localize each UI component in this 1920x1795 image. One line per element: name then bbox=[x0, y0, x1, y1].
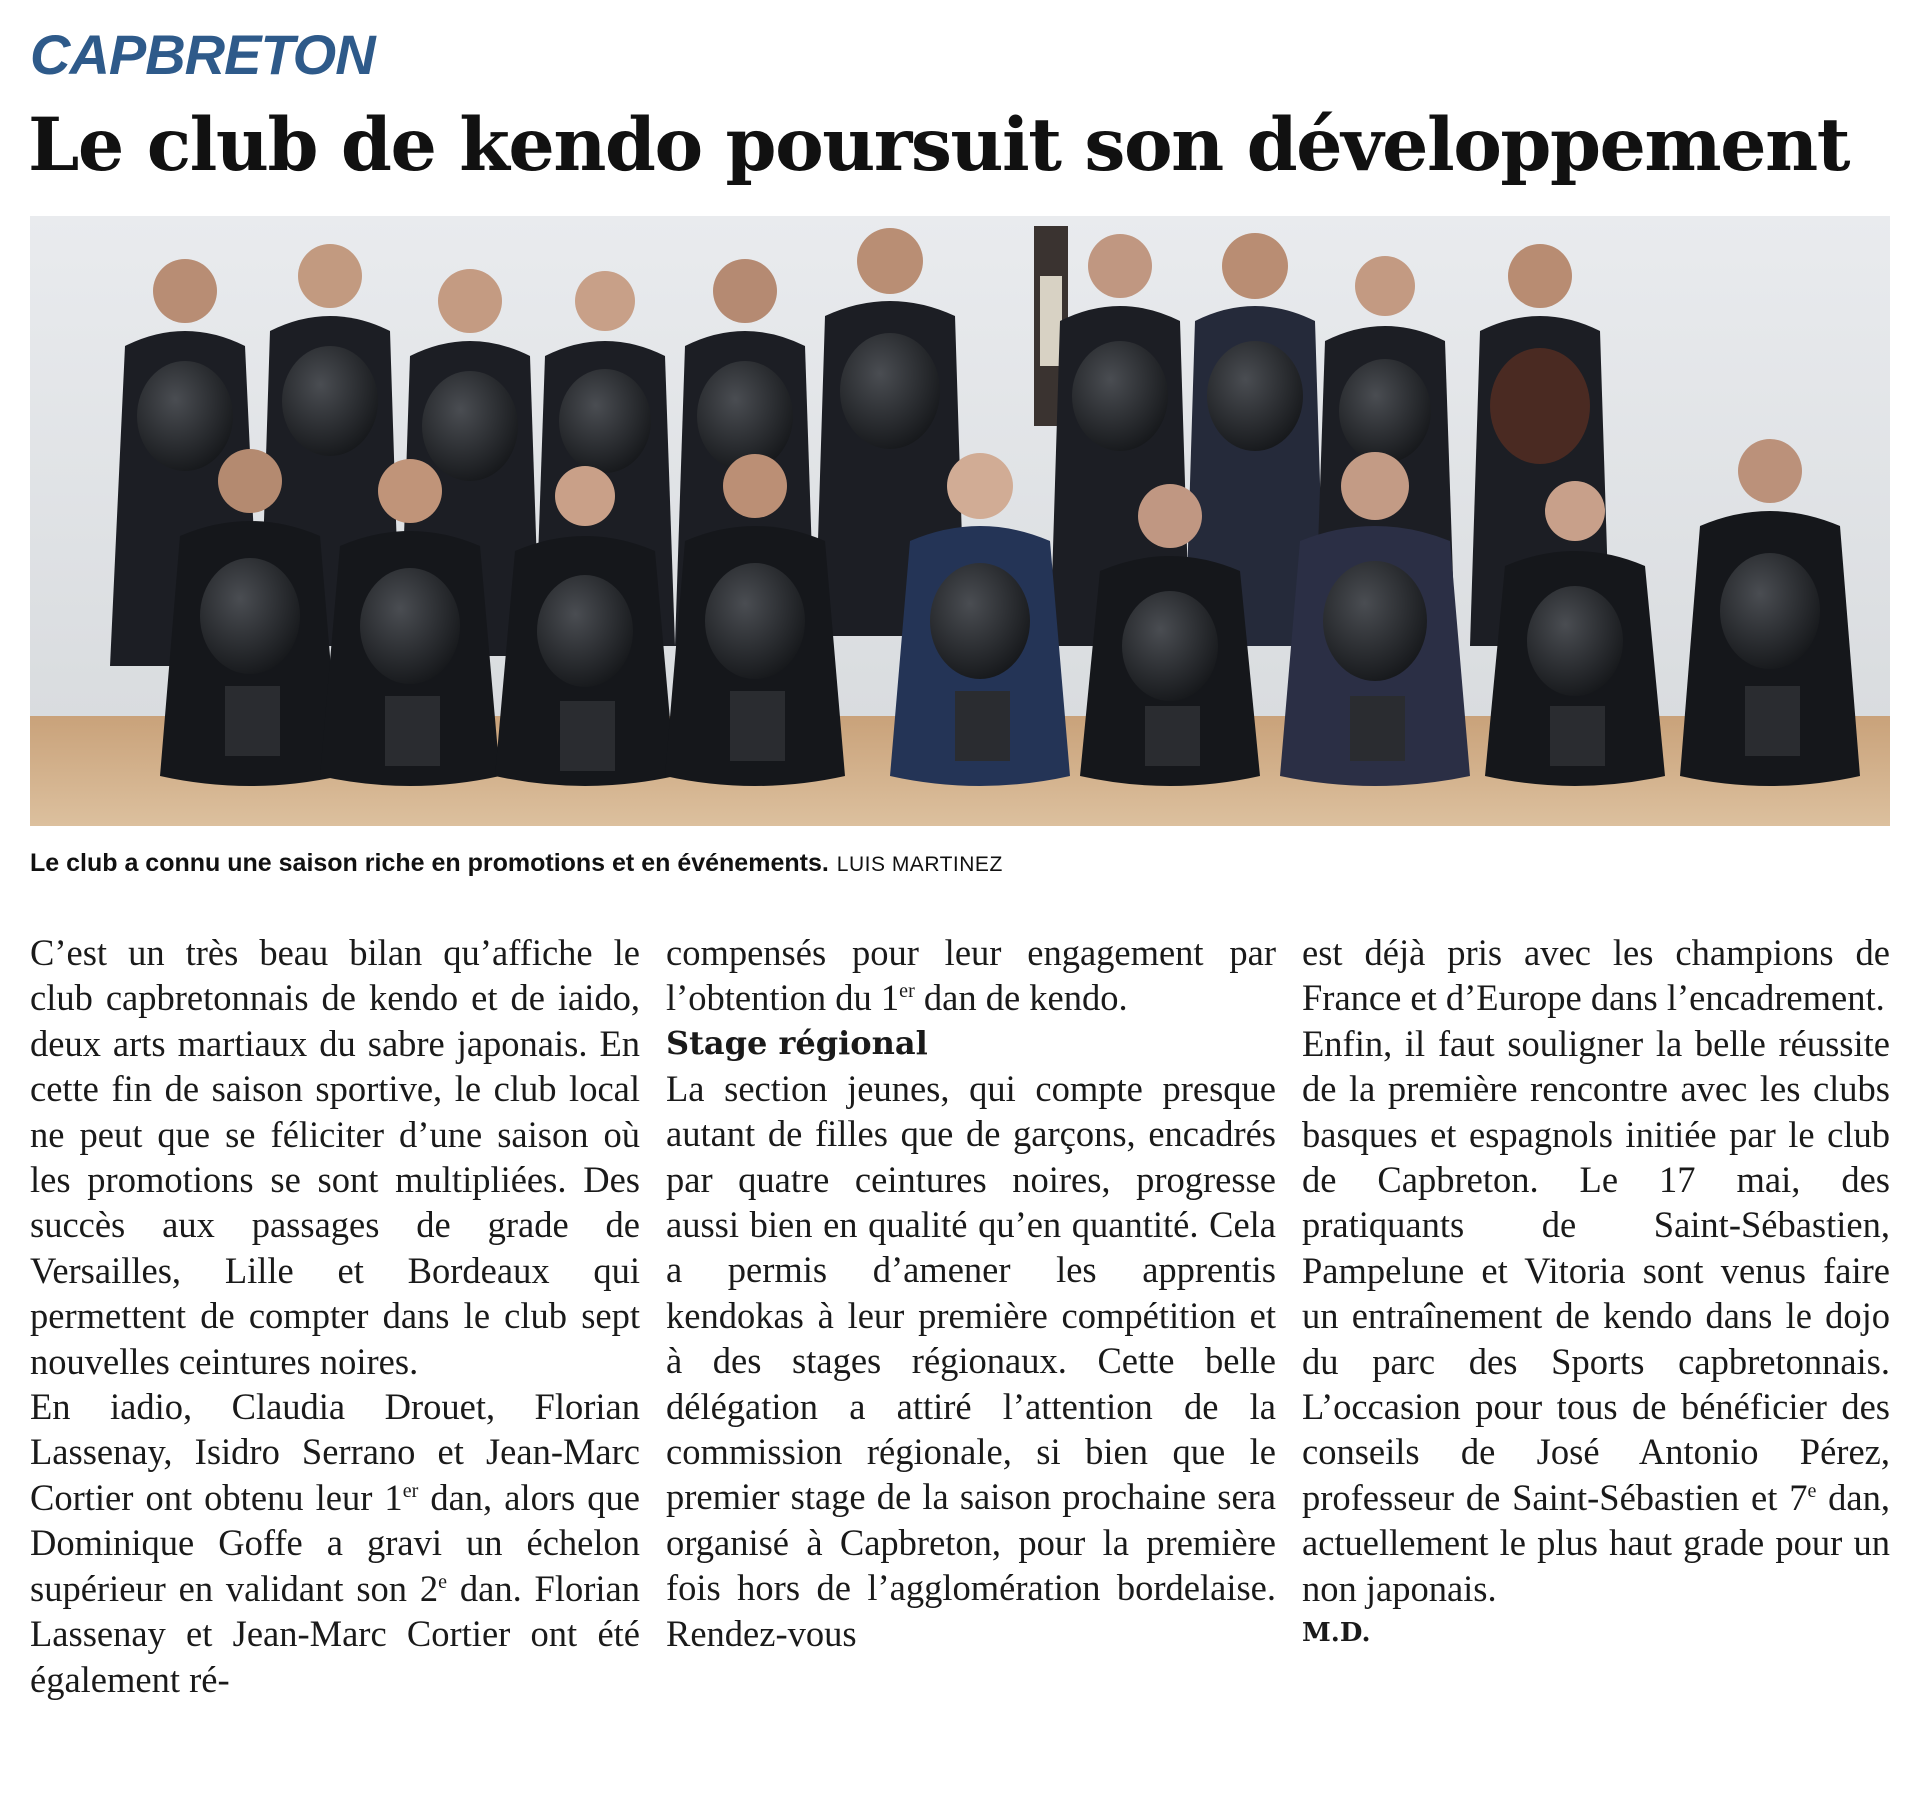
paragraph: C’est un très beau bilan qu’affiche le club capbretonnais de kendo et de iaido, deux arts martiaux du sabre japonais. En cette fin de saison sportive, le club local ne peut que se féliciter d’une saison où les promotions se sont multipliées. Des succès aux passages de grade de Versailles, Lille et Bordeaux qui permettent de compter dans le club sept nouvelles ceintures noires. bbox=[30, 932, 640, 1382]
section-kicker: CAPBRETON bbox=[30, 23, 375, 86]
author-signature: M.D. bbox=[1302, 1618, 1371, 1649]
paragraph: Enfin, il faut souligner la belle réussite de la première rencontre avec les clubs basques et espagnols initiée par le club de Capbreton. Le 17 mai, des pratiquants de Saint-Sébastien, Pampelune et Vitoria sont venus faire un entraînement de kendo dans le dojo du parc des Sports capbretonnais. L’occasion pour tous de bénéficier des conseils de José Antonio Pérez, professeur de Saint-Sébastien et 7e dan, actuellement le plus haut grade pour un non japonais. bbox=[1302, 1022, 1891, 1609]
paragraph: La section jeunes, qui compte presque autant de filles que de garçons, encadrés par quatre ceintures noires, progresse aussi bien en qualité qu’en quantité. Cela a permis d’amener les apprentis kendokas à leur première compétition et à des stages régionaux. Cette belle délégation a attiré l’attention de la commission régionale, si bien que le premier stage de la saison prochaine sera organisé à Capbreton, pour la première fois hors de l’agglomération bordelaise. Rendez-vous bbox=[666, 1067, 1276, 1654]
photo-credit: LUIS MARTINEZ bbox=[836, 853, 1003, 876]
photo-caption bbox=[30, 846, 1003, 882]
group-photo bbox=[30, 216, 1890, 826]
subheading: Stage régional bbox=[666, 1023, 928, 1062]
caption-text: Le club a connu une saison riche en promotions et en événements. bbox=[30, 849, 829, 877]
paragraph: est déjà pris avec les champions de France et d’Europe dans l’encadrement. bbox=[1302, 932, 1890, 1019]
paragraph: En iadio, Claudia Drouet, Florian Lassenay, Isidro Serrano et Jean-Marc Cortier ont obtenu leur 1er dan, alors que Dominique Goffe a gravi un échelon supérieur en validant son 2e dan. Florian Lassenay et Jean-Marc Cortier ont été également ré- bbox=[30, 1386, 640, 1700]
article-column-2 bbox=[666, 930, 1276, 1656]
paragraph: compensés pour leur engagement par l’obtention du 1er dan de kendo. bbox=[666, 932, 1276, 1019]
article-column-1 bbox=[30, 930, 640, 1702]
article-column-3 bbox=[1302, 930, 1890, 1656]
article-headline: Le club de kendo poursuit son développement bbox=[28, 102, 1849, 188]
